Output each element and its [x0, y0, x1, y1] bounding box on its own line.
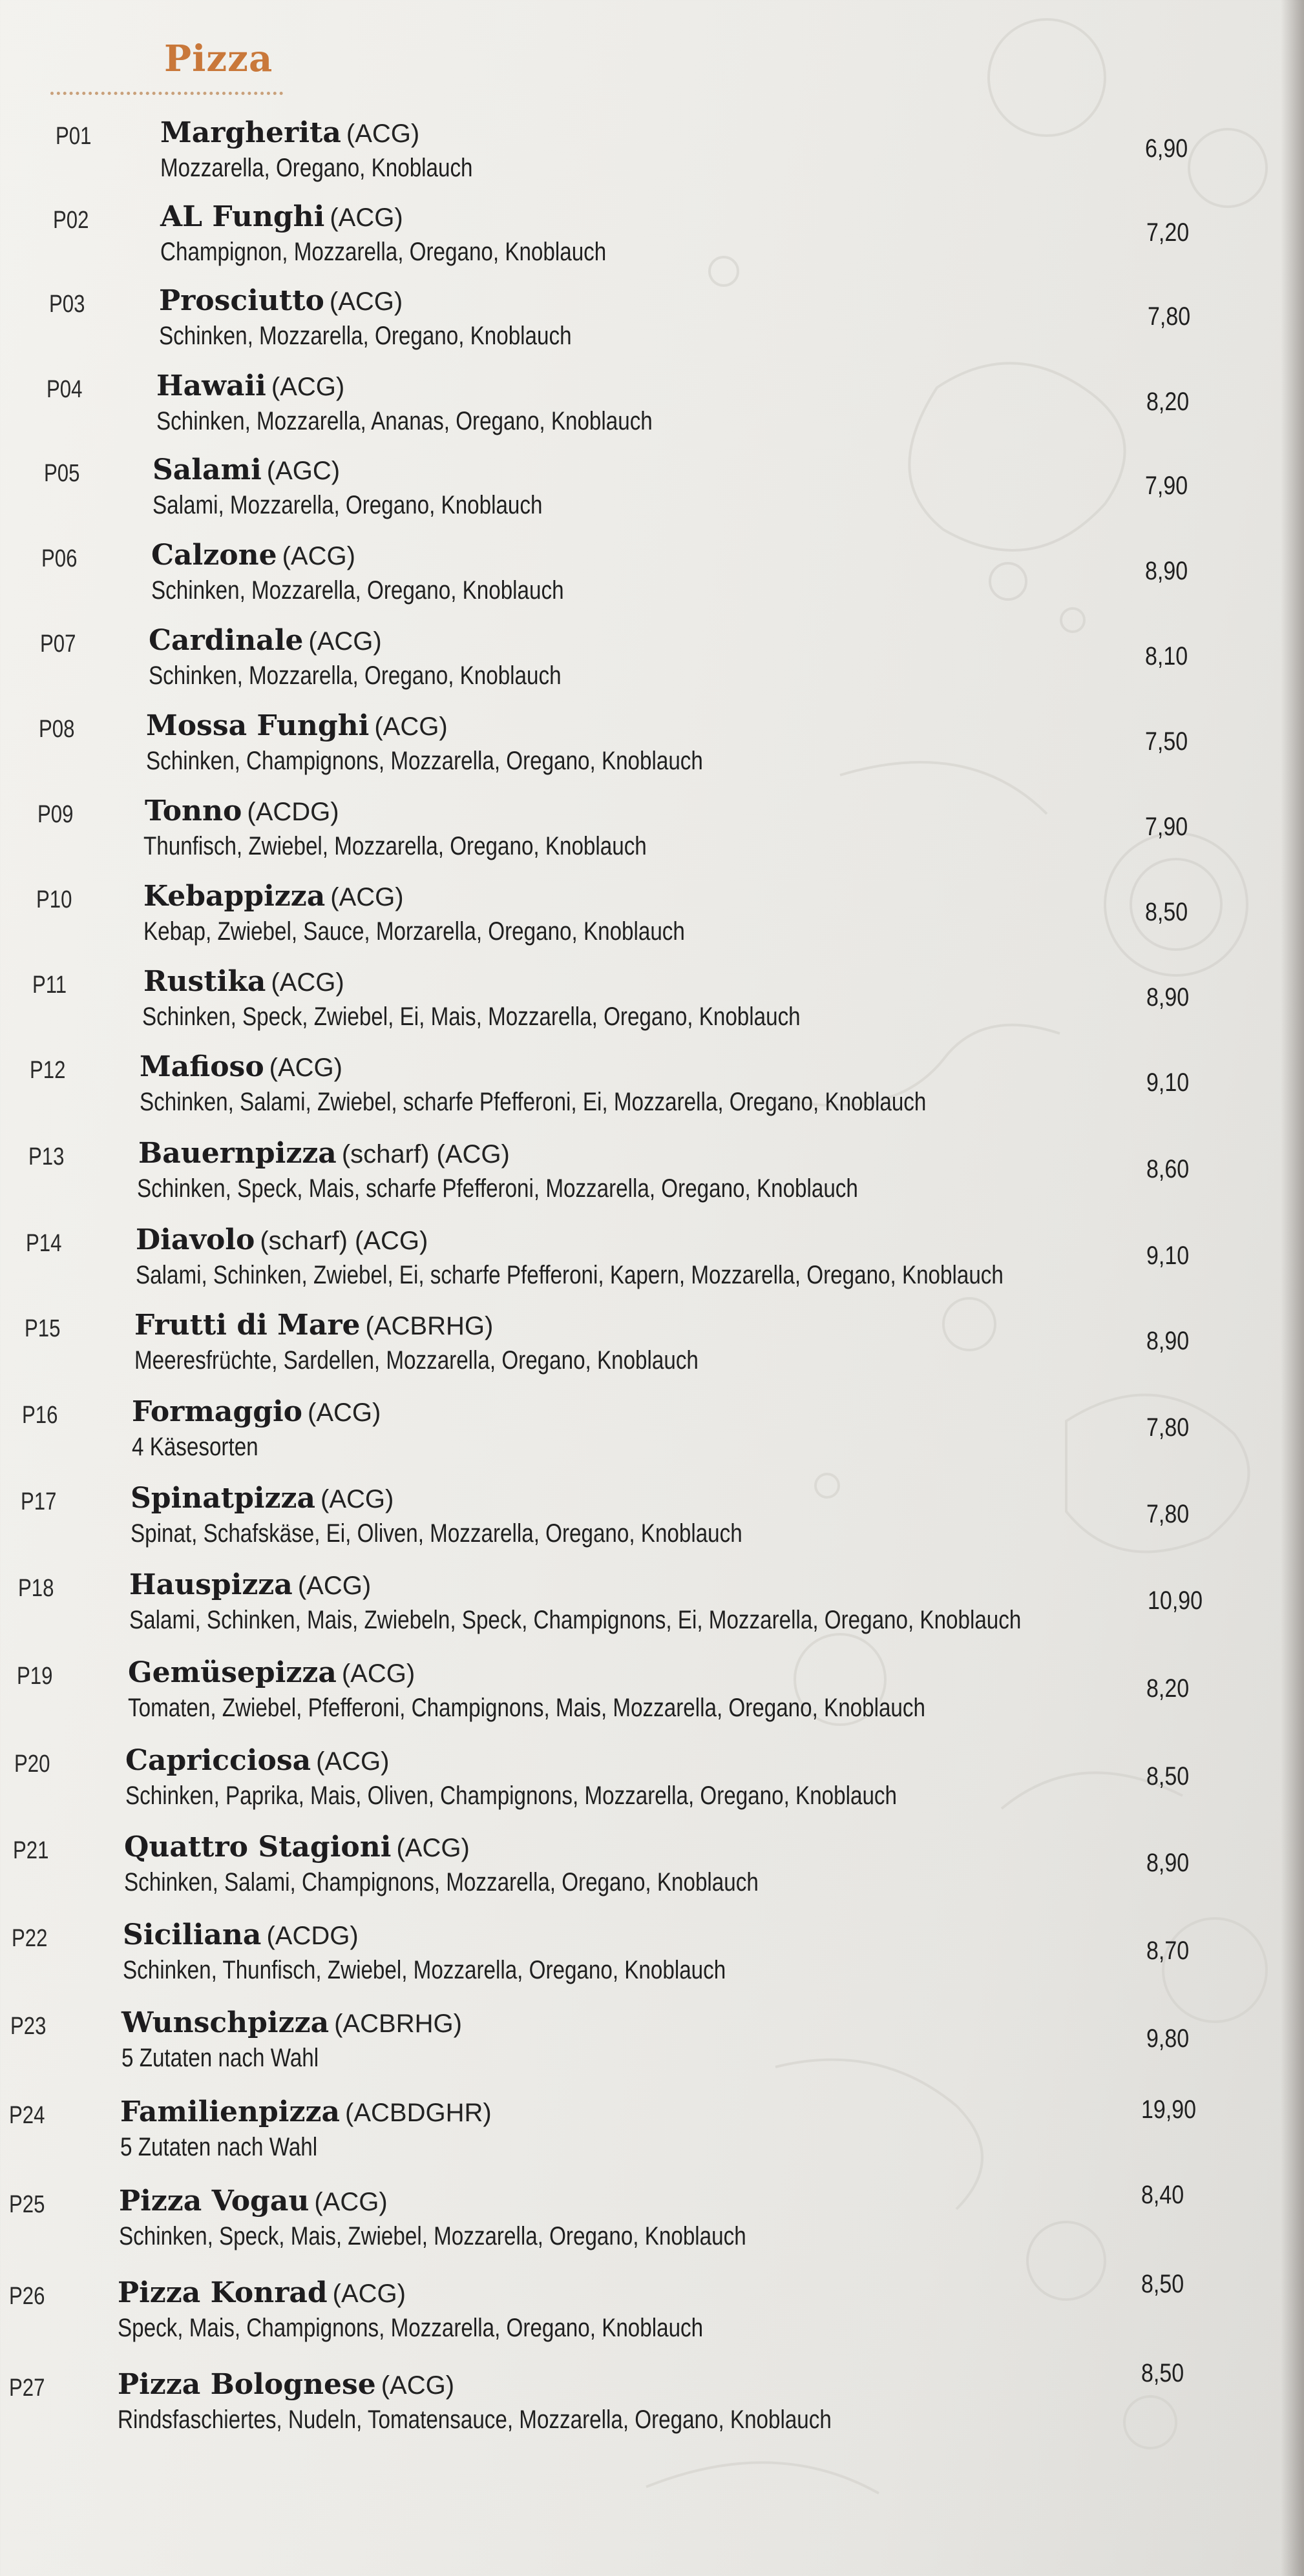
item-name: Gemüsepizza	[128, 1656, 337, 1689]
item-description: Rindsfaschiertes, Nudeln, Tomatensauce, Mozzarella, Oregano, Knoblauch	[118, 2405, 832, 2434]
item-name: Hauspizza	[129, 1568, 293, 1601]
item-price: 6,90	[1145, 134, 1188, 163]
item-description: Tomaten, Zwiebel, Pfefferoni, Champignons, Mais, Mozzarella, Oregano, Knoblauch	[128, 1694, 925, 1722]
item-allergens: (ACG)	[329, 287, 403, 316]
item-name: Salami	[152, 453, 262, 486]
item-allergens: (ACG)	[269, 1054, 342, 1082]
item-description: Schinken, Champignons, Mozzarella, Oregano, Knoblauch	[146, 747, 703, 775]
item-title-line	[143, 965, 344, 998]
item-price: 8,60	[1146, 1155, 1190, 1183]
item-title-line	[149, 624, 382, 657]
item-description: Schinken, Mozzarella, Ananas, Oregano, Knoblauch	[156, 407, 653, 435]
item-code: P24	[9, 2102, 45, 2129]
item-name: Pizza Bolognese	[118, 2368, 376, 2401]
item-code: P04	[47, 376, 83, 403]
menu-item	[14, 1744, 1281, 1815]
item-allergens: (ACG)	[321, 1485, 394, 1513]
menu-item	[12, 1918, 1278, 1989]
item-title-line	[120, 2095, 492, 2128]
item-price: 8,90	[1145, 557, 1188, 585]
menu-item	[30, 1050, 1296, 1121]
item-description: Mozzarella, Oregano, Knoblauch	[160, 154, 473, 182]
item-name: Wunschpizza	[121, 2006, 330, 2039]
item-price: 8,70	[1146, 1937, 1190, 1965]
item-code: P10	[36, 886, 72, 913]
menu-item	[26, 1223, 1292, 1294]
menu-item	[47, 369, 1304, 441]
item-allergens: (ACG)	[314, 2188, 388, 2216]
item-price: 8,50	[1141, 2270, 1184, 2298]
item-code: P03	[49, 291, 85, 318]
item-allergens: (ACG)	[297, 1572, 372, 1600]
item-code: P02	[53, 207, 89, 234]
item-name: Siciliana	[123, 1918, 262, 1951]
item-allergens: (ACBRHG)	[334, 2010, 462, 2038]
item-description: Salami, Schinken, Zwiebel, Ei, scharfe Pfefferoni, Kapern, Mozzarella, Oregano, Knoblauch	[136, 1261, 1004, 1289]
item-description: Salami, Mozzarella, Oregano, Knoblauch	[152, 491, 543, 519]
menu-item	[37, 795, 1304, 866]
item-description: Speck, Mais, Champignons, Mozzarella, Oregano, Knoblauch	[118, 2314, 704, 2342]
item-allergens: (ACG)	[308, 627, 382, 656]
section-title: Pizza	[164, 37, 273, 80]
item-allergens: (scharf) (ACG)	[260, 1227, 428, 1255]
item-name: Kebappizza	[143, 880, 326, 913]
menu-item	[36, 880, 1303, 951]
item-name: Diavolo	[136, 1223, 255, 1256]
item-name: Prosciutto	[159, 284, 324, 317]
item-name: Quattro Stagioni	[124, 1831, 392, 1864]
menu-item	[9, 2181, 1276, 2256]
item-name: Bauernpizza	[138, 1137, 337, 1170]
item-name: Rustika	[143, 965, 266, 998]
menu-item	[22, 1395, 1288, 1466]
item-title-line	[145, 795, 339, 827]
title-underline-dots	[50, 92, 283, 95]
menu-item	[40, 624, 1304, 695]
item-code: P01	[56, 123, 92, 150]
item-description: 5 Zutaten nach Wahl	[120, 2133, 318, 2161]
item-allergens: (ACG)	[396, 1834, 470, 1862]
item-code: P15	[25, 1315, 61, 1342]
item-code: P08	[39, 716, 75, 743]
item-code: P27	[9, 2374, 45, 2402]
menu-item	[32, 965, 1299, 1036]
menu-item	[9, 2095, 1276, 2166]
item-title-line	[125, 1744, 389, 1777]
item-price: 7,80	[1146, 1500, 1190, 1528]
item-code: P05	[44, 460, 80, 487]
item-description: Thunfisch, Zwiebel, Mozzarella, Oregano, Knoblauch	[143, 832, 647, 860]
item-name: Calzone	[151, 539, 277, 572]
item-title-line	[119, 2185, 388, 2218]
item-description: Schinken, Mozzarella, Oregano, Knoblauch	[149, 661, 562, 690]
menu-item	[9, 2270, 1276, 2347]
item-description: 4 Käsesorten	[132, 1433, 258, 1461]
item-price: 7,90	[1145, 472, 1188, 500]
item-name: Pizza Konrad	[118, 2276, 328, 2309]
item-description: Schinken, Speck, Mais, Zwiebel, Mozzarella, Oregano, Knoblauch	[119, 2222, 746, 2250]
item-code: P20	[14, 1750, 50, 1778]
item-price: 7,90	[1145, 813, 1188, 841]
menu-item	[10, 2006, 1277, 2077]
item-code: P23	[10, 2013, 47, 2040]
item-allergens: (ACDG)	[247, 798, 339, 826]
item-code: P21	[13, 1837, 49, 1864]
item-code: P18	[18, 1575, 54, 1602]
item-code: P16	[22, 1402, 58, 1429]
item-title-line	[156, 369, 344, 402]
menu-item	[25, 1309, 1291, 1380]
item-price: 8,90	[1146, 1327, 1190, 1355]
item-description: Schinken, Thunfisch, Zwiebel, Mozzarella, Oregano, Knoblauch	[123, 1956, 726, 1984]
item-description: Schinken, Speck, Zwiebel, Ei, Mais, Mozzarella, Oregano, Knoblauch	[142, 1002, 801, 1031]
item-description: Spinat, Schafskäse, Ei, Oliven, Mozzarella, Oregano, Knoblauch	[131, 1519, 742, 1548]
item-name: Cardinale	[149, 624, 304, 657]
menu-item	[49, 284, 1304, 355]
menu-item	[56, 116, 1304, 187]
item-title-line	[131, 1482, 394, 1515]
item-description: 5 Zutaten nach Wahl	[121, 2044, 319, 2072]
item-allergens: (ACG)	[330, 203, 403, 232]
item-title-line	[118, 2368, 454, 2401]
menu-item	[18, 1568, 1285, 1639]
item-description: Schinken, Paprika, Mais, Oliven, Champignons, Mozzarella, Oregano, Knoblauch	[125, 1781, 897, 1810]
item-name: Spinatpizza	[131, 1482, 316, 1515]
item-name: Hawaii	[156, 369, 266, 402]
item-allergens: (ACG)	[346, 119, 420, 148]
item-code: P11	[32, 971, 67, 999]
item-title-line	[159, 284, 403, 317]
item-name: Familienpizza	[120, 2095, 340, 2128]
item-description: Champignon, Mozzarella, Oregano, Knoblauch	[160, 238, 607, 266]
item-price: 7,50	[1145, 727, 1188, 756]
item-description: Schinken, Mozzarella, Oregano, Knoblauch	[159, 322, 572, 350]
item-allergens: (AGC)	[266, 457, 341, 485]
item-allergens: (ACG)	[330, 883, 404, 911]
item-price: 8,50	[1141, 2359, 1184, 2387]
item-allergens: (ACDG)	[266, 1922, 359, 1950]
item-description: Schinken, Mozzarella, Oregano, Knoblauch	[151, 576, 564, 605]
menu-item	[41, 539, 1304, 610]
menu-item	[13, 1831, 1279, 1902]
item-name: Formaggio	[132, 1395, 303, 1428]
item-code: P17	[21, 1488, 57, 1515]
item-allergens: (ACG)	[341, 1659, 415, 1688]
item-price: 9,10	[1146, 1068, 1190, 1097]
item-description: Schinken, Speck, Mais, scharfe Pfefferoni, Mozzarella, Oregano, Knoblauch	[137, 1174, 858, 1203]
item-code: P14	[26, 1230, 62, 1257]
item-name: Margherita	[160, 116, 341, 149]
item-price: 8,20	[1146, 1674, 1190, 1703]
item-description: Salami, Schinken, Mais, Zwiebeln, Speck, Champignons, Ei, Mozzarella, Oregano, Knoblauch	[129, 1606, 1022, 1634]
item-price: 8,50	[1146, 1762, 1190, 1791]
item-allergens: (ACG)	[332, 2280, 406, 2308]
item-price: 10,90	[1148, 1586, 1203, 1615]
menu-item	[39, 709, 1304, 780]
item-code: P26	[9, 2283, 45, 2310]
item-price: 8,90	[1146, 983, 1190, 1012]
item-title-line	[118, 2276, 406, 2309]
item-name: AL Funghi	[160, 200, 325, 233]
item-name: Mossa Funghi	[146, 709, 370, 742]
item-price: 7,80	[1148, 302, 1191, 331]
item-allergens: (ACG)	[308, 1398, 381, 1427]
item-price: 8,20	[1146, 388, 1190, 416]
item-title-line	[128, 1656, 415, 1689]
item-title-line	[136, 1223, 428, 1256]
item-code: P09	[37, 801, 74, 828]
item-price: 8,90	[1146, 1849, 1190, 1877]
item-allergens: (scharf) (ACG)	[341, 1140, 510, 1169]
item-code: P22	[12, 1925, 48, 1952]
item-title-line	[132, 1395, 381, 1428]
item-price: 8,50	[1145, 898, 1188, 926]
item-code: P25	[9, 2191, 45, 2218]
item-price: 9,80	[1146, 2024, 1190, 2053]
item-title-line	[146, 709, 448, 742]
item-allergens: (ACG)	[271, 373, 345, 401]
item-code: P06	[41, 545, 78, 572]
item-title-line	[160, 200, 403, 233]
item-name: Mafioso	[140, 1050, 264, 1083]
menu-item	[44, 453, 1304, 525]
item-allergens: (ACG)	[282, 542, 355, 570]
item-price: 7,20	[1146, 218, 1190, 247]
item-description: Meeresfrüchte, Sardellen, Mozzarella, Oregano, Knoblauch	[134, 1346, 699, 1375]
item-description: Kebap, Zwiebel, Sauce, Morzarella, Oregano, Knoblauch	[143, 917, 685, 946]
item-allergens: (ACG)	[381, 2371, 455, 2400]
item-price: 8,10	[1145, 642, 1188, 670]
menu-item	[53, 200, 1304, 271]
menu-item	[17, 1656, 1283, 1727]
item-allergens: (ACBRHG)	[365, 1312, 494, 1340]
item-title-line	[138, 1137, 510, 1170]
item-price: 8,40	[1141, 2181, 1184, 2209]
item-name: Tonno	[145, 795, 242, 827]
item-price: 7,80	[1146, 1413, 1190, 1442]
item-allergens: (ACG)	[271, 968, 344, 997]
item-name: Frutti di Mare	[134, 1309, 361, 1342]
item-allergens: (ACG)	[374, 712, 448, 741]
item-title-line	[124, 1831, 470, 1864]
item-code: P19	[17, 1663, 53, 1690]
item-title-line	[123, 1918, 359, 1951]
item-title-line	[121, 2006, 462, 2039]
item-description: Schinken, Salami, Champignons, Mozzarella, Oregano, Knoblauch	[124, 1868, 759, 1896]
menu-item	[21, 1482, 1287, 1553]
item-title-line	[129, 1568, 371, 1601]
item-allergens: (ACBDGHR)	[345, 2099, 492, 2127]
menu-item	[28, 1137, 1295, 1208]
item-allergens: (ACG)	[316, 1747, 390, 1776]
item-name: Pizza Vogau	[119, 2185, 310, 2218]
item-code: P07	[40, 630, 76, 658]
item-code: P13	[28, 1143, 65, 1170]
item-title-line	[151, 539, 355, 572]
item-code: P12	[30, 1057, 66, 1084]
item-description: Schinken, Salami, Zwiebel, scharfe Pfefferoni, Ei, Mozzarella, Oregano, Knoblauch	[140, 1088, 927, 1116]
item-title-line	[160, 116, 419, 149]
item-title-line	[134, 1309, 493, 1342]
item-title-line	[140, 1050, 342, 1083]
item-price: 19,90	[1141, 2095, 1197, 2124]
item-name: Capricciosa	[125, 1744, 311, 1777]
menu-item	[9, 2359, 1276, 2439]
item-title-line	[152, 453, 340, 486]
item-title-line	[143, 880, 404, 913]
item-price: 9,10	[1146, 1241, 1190, 1270]
